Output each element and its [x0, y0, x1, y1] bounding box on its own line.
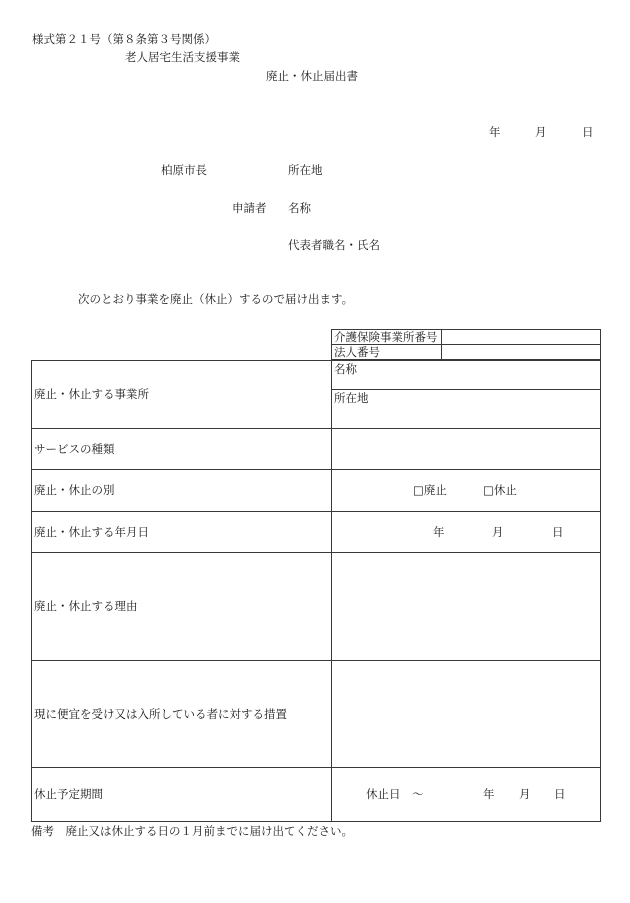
- applicant-location-label: 所在地: [288, 163, 323, 177]
- suspend-checkbox[interactable]: □休止: [483, 483, 517, 497]
- period-field[interactable]: [332, 768, 601, 822]
- date-day-label: 日: [582, 125, 594, 139]
- applicant-name-label: 名称: [288, 201, 311, 215]
- date-label: 廃止・休止する年月日: [32, 512, 332, 553]
- office-location-field[interactable]: [332, 390, 601, 429]
- service-type-field[interactable]: [332, 429, 601, 470]
- measures-label: 現に便宜を受け又は入所している者に対する措置: [32, 661, 332, 768]
- program-name: 老人居宅生活支援事業: [125, 50, 240, 64]
- abolish-checkbox[interactable]: □廃止: [413, 483, 447, 497]
- measures-field[interactable]: [332, 661, 601, 768]
- addressee: 柏原市長: [161, 163, 207, 177]
- reason-label: 廃止・休止する理由: [32, 553, 332, 661]
- form-number: 様式第２１号（第８条第３号関係）: [32, 32, 216, 46]
- period-day: 日: [554, 787, 566, 801]
- period-tilde: ～: [412, 787, 424, 801]
- date-field-day: 日: [552, 525, 564, 539]
- corporate-number-field[interactable]: [442, 345, 601, 360]
- note-text: 備考 廃止又は休止する日の１月前までに届け出てください。: [31, 824, 353, 838]
- office-number-label: 介護保険事業所番号: [332, 330, 442, 345]
- period-label: 休止予定期間: [32, 768, 332, 822]
- number-table: [331, 329, 601, 360]
- date-month-label: 月: [535, 125, 547, 139]
- date-year-label: 年: [489, 125, 501, 139]
- reason-field[interactable]: [332, 553, 601, 661]
- period-month: 月: [519, 787, 531, 801]
- period-year: 年: [483, 787, 495, 801]
- service-type-label: サービスの種類: [32, 429, 332, 470]
- date-field[interactable]: [332, 512, 601, 553]
- period-suspend-day-label: 休止日: [366, 787, 401, 801]
- office-name-field[interactable]: [332, 361, 601, 390]
- kind-field[interactable]: [332, 470, 601, 512]
- office-location-label: 所在地: [334, 391, 369, 405]
- main-form-table: [31, 360, 601, 822]
- applicant-label: 申請者: [232, 201, 267, 215]
- applicant-representative-label: 代表者職名・氏名: [288, 238, 380, 252]
- corporate-number-label: 法人番号: [332, 345, 442, 360]
- document-title: 廃止・休止届出書: [266, 69, 358, 83]
- kind-label: 廃止・休止の別: [32, 470, 332, 512]
- date-field-year: 年: [433, 525, 445, 539]
- office-label: 廃止・休止する事業所: [32, 361, 332, 429]
- statement-text: 次のとおり事業を廃止（休止）するので届け出ます。: [78, 292, 354, 306]
- date-field-month: 月: [492, 525, 504, 539]
- office-number-field[interactable]: [442, 330, 601, 345]
- office-name-label: 名称: [334, 362, 357, 376]
